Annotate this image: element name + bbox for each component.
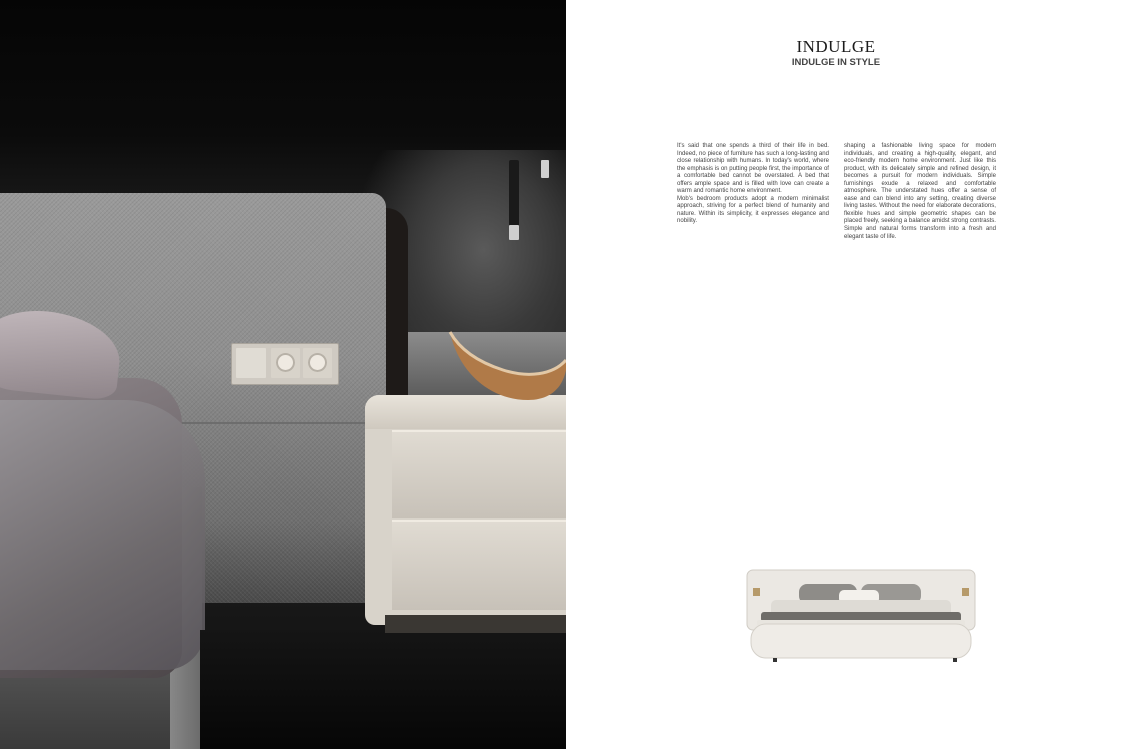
page-title: INDULGE [796,37,876,56]
decorative-bowl [448,330,566,402]
throw-blanket [0,400,205,670]
headboard-seam [160,422,386,424]
paragraph: Mob's bedroom products adopt a modern minimalist approach, striving for a perfect blend of humanity and nature. Within its simplicity, it expresses elegance and nobility. [677,195,829,225]
lamp-clip [541,160,549,178]
nightstand-drawer [392,520,566,610]
nightstand-base [385,615,566,633]
paragraph: It's said that one spends a third of their life in bed. Indeed, no piece of furniture has such a long-lasting and close relationship with humans. In today's world, where the emphasis is on putting people first, the importance of a comfortable bed cannot be overstated. A bed that offers ample space and is filled with love can create a warm and romantic home environment. [677,143,829,195]
paragraph: shaping a fashionable living space for modern individuals, and creating a high-quality, elegant, and eco-friendly modern home environment. Just like this product, with its delicately simple and refined design, it becomes a pursuit for modern individuals. Simple furnishings exude a relaxed and comfortable atmosphere. The understated hues offer a sense of ease and can blend into any setting, creating diverse living tastes. Without the need for elaborate decorations, flexible hues and simple geometric shapes can be placed freely, seeking a balance amidst strong contrasts. Simple and natural forms transform into a fresh and elegant taste of life. [844,143,996,240]
page-subtitle: INDULGE IN STYLE [791,57,881,68]
nightstand-drawer [392,430,566,518]
light-switch [236,348,266,378]
floor [200,630,566,749]
text-column-right [844,143,996,241]
power-outlet [303,348,332,378]
lamp-clip [509,225,519,240]
text-column-left [677,143,829,226]
bed-product-image [743,566,979,668]
power-outlet [271,348,300,378]
